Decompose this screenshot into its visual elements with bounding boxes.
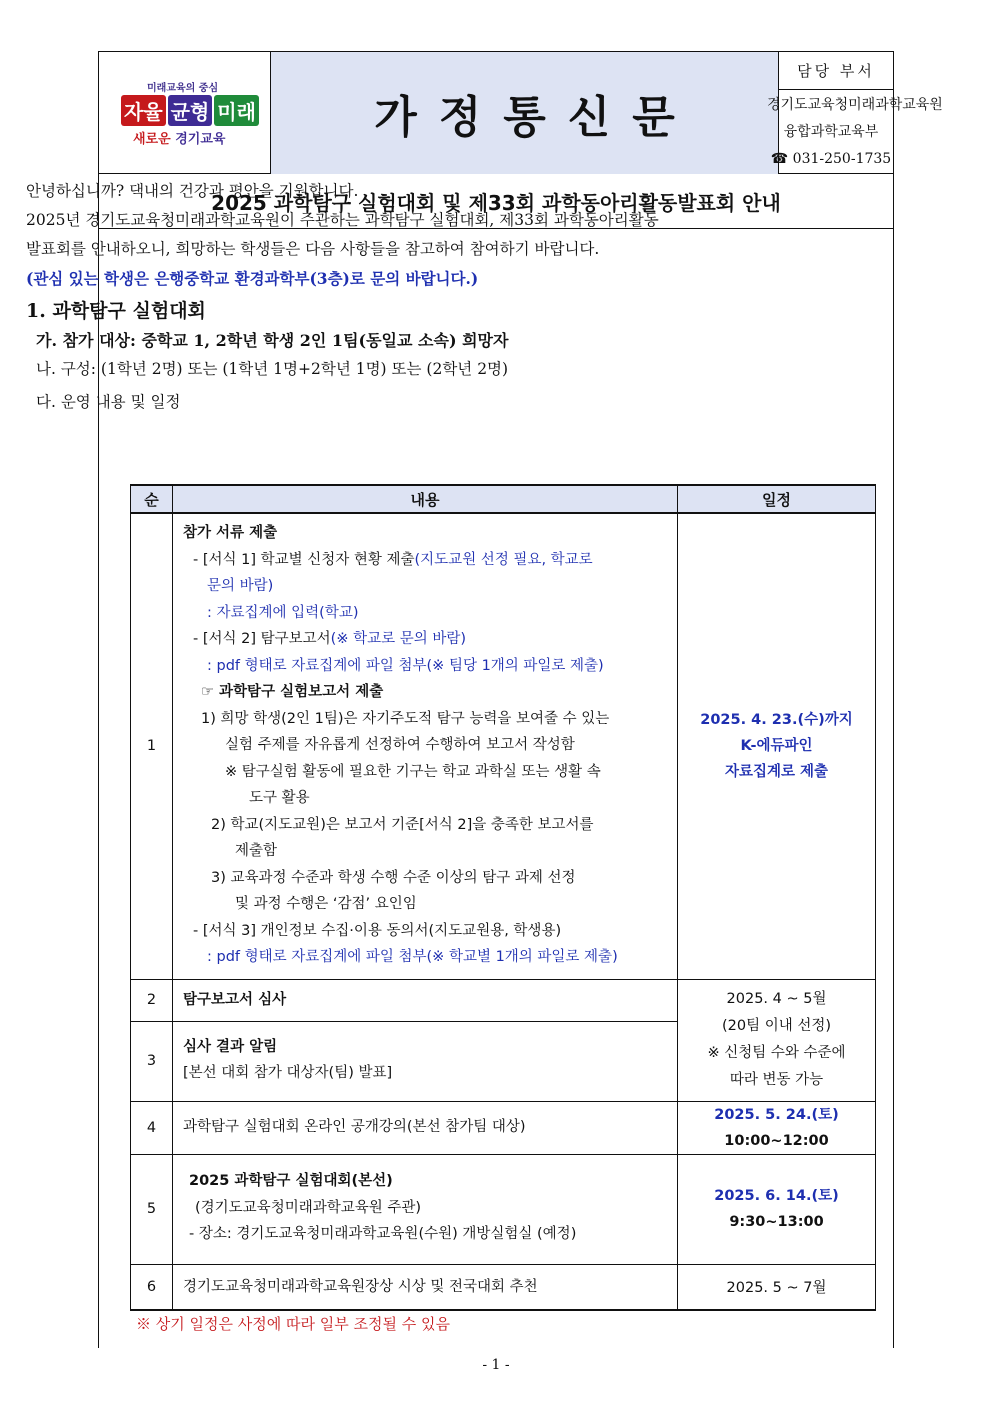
row-1-line-3b: (※ 학교로 문의 바람) bbox=[330, 631, 466, 647]
logo-sub-dark: 경기교육 bbox=[175, 132, 226, 147]
table-header-row bbox=[131, 485, 876, 513]
department-team: 융합과학교육부 bbox=[783, 124, 879, 140]
row-2-content: 탐구보고서 심사 bbox=[173, 979, 678, 1021]
header-date: 일정 bbox=[678, 485, 876, 513]
page-title: 가정통신문 bbox=[374, 92, 697, 143]
row-6-num: 6 bbox=[131, 1264, 173, 1310]
logo-word-3: 미래 bbox=[214, 95, 259, 126]
row-1-date-1: 2025. 4. 23.(수)까지 bbox=[700, 712, 853, 729]
row-1-date-2: K-에듀파인 bbox=[740, 738, 813, 755]
table-row bbox=[131, 1101, 876, 1154]
row-1-date bbox=[678, 513, 876, 979]
logo-words bbox=[121, 95, 259, 126]
row-1-step-1b: 실험 주제를 자유롭게 선정하여 수행하여 보고서 작성함 bbox=[225, 737, 575, 753]
row-23-date bbox=[678, 979, 876, 1101]
row-1-line-1c: 문의 바람) bbox=[207, 578, 274, 594]
letter-header bbox=[99, 52, 943, 174]
row-3-title: 심사 결과 알림 bbox=[183, 1038, 278, 1055]
row-1-step-2a: 2) 학교(지도교원)은 보고서 기준[서식 2]을 충족한 보고서를 bbox=[211, 816, 594, 833]
row-1-title: 참가 서류 제출 bbox=[183, 525, 278, 541]
row-1-step-3a: 3) 교육과정 수준과 학생 수행 수준 이상의 탐구 과제 선정 bbox=[211, 869, 576, 886]
intro-line-2: 2025년 경기도교육청미래과학교육원이 주관하는 과학탐구 실험대회, 제33회 과학동아리활동 bbox=[26, 211, 659, 229]
row-1-step-1d: 도구 활용 bbox=[249, 790, 310, 806]
row-1-line-1b: (지도교원 선정 필요, 학교로 bbox=[414, 551, 593, 568]
row-3-num: 3 bbox=[131, 1021, 173, 1101]
row-4-date bbox=[678, 1101, 876, 1154]
item-na: 나. 구성: (1학년 2명) 또는 (1학년 1명+2학년 1명) 또는 (2학년 2명) bbox=[36, 360, 509, 378]
row-3-sub: [본선 대회 참가 대상자(팀) 발표] bbox=[183, 1065, 393, 1081]
row-1-sub-title: ☞ 과학탐구 실험보고서 제출 bbox=[201, 684, 384, 700]
intro-line-1: 안녕하십니까? 댁내의 건강과 평안을 기원합니다. bbox=[26, 182, 359, 200]
logo-tagline: 미래교육의 중심 bbox=[147, 83, 219, 94]
row-5-num: 5 bbox=[131, 1154, 173, 1264]
row-1-line-3 bbox=[183, 626, 669, 653]
row-1-line-4: : pdf 형태로 자료집계에 파일 첨부(※ 팀당 1개의 파일로 제출) bbox=[207, 657, 604, 674]
department-label: 담당 부서 bbox=[779, 52, 893, 90]
row-1-date-3: 자료집계로 제출 bbox=[724, 764, 829, 781]
title-cell bbox=[271, 52, 779, 174]
row-1-step-2b: 제출함 bbox=[235, 843, 278, 859]
department-phone: ☎ 031-250-1735 bbox=[770, 151, 892, 167]
row-23-date-1: 2025. 4 ~ 5월 bbox=[726, 991, 827, 1007]
table-row bbox=[131, 979, 876, 1021]
row-6-content: 경기도교육청미래과학교육원장상 시상 및 전국대회 추천 bbox=[173, 1264, 678, 1310]
intro-line-3: 발표회를 안내하오니, 희망하는 학생들은 다음 사항들을 참고하여 참여하기 바랍니다. bbox=[26, 240, 600, 258]
row-1-line-2: : 자료집계에 입력(학교) bbox=[207, 604, 359, 621]
row-1-line-1 bbox=[183, 547, 669, 574]
logo-word-2: 균형 bbox=[168, 95, 213, 126]
row-5-date bbox=[678, 1154, 876, 1264]
item-da: 다. 운영 내용 및 일정 bbox=[36, 393, 181, 411]
row-2-num: 2 bbox=[131, 979, 173, 1021]
row-5-date-1: 2025. 6. 14.(토) bbox=[714, 1188, 839, 1204]
subject-line: 2025 과학탐구 실험대회 및 제33회 과학동아리활동발표회 안내 bbox=[99, 174, 893, 229]
row-23-date-4: 따라 변동 가능 bbox=[729, 1072, 824, 1088]
row-4-date-2: 10:00~12:00 bbox=[724, 1132, 829, 1149]
row-5-title: 2025 과학탐구 실험대회(본선) bbox=[189, 1173, 393, 1190]
item-ga: 가. 참가 대상: 중학교 1, 2학년 학생 2인 1팀(동일교 소속) 희망자 bbox=[36, 331, 509, 350]
header-num: 순 bbox=[131, 485, 173, 513]
row-1-line-6: : pdf 형태로 자료집계에 파일 첨부(※ 학교별 1개의 파일로 제출) bbox=[207, 949, 618, 965]
page-number: - 1 - bbox=[482, 1357, 510, 1373]
header-content: 내용 bbox=[173, 485, 678, 513]
table-row bbox=[131, 1264, 876, 1310]
logo-subtitle bbox=[133, 128, 225, 147]
row-5-line-1: (경기도교육청미래과학교육원 주관) bbox=[195, 1199, 422, 1216]
row-1-step-1c: ※ 탐구실험 활동에 필요한 기구는 학교 과학실 또는 생활 속 bbox=[225, 763, 601, 780]
row-5-date-2: 9:30~13:00 bbox=[729, 1214, 824, 1230]
row-1-step-1a: 1) 희망 학생(2인 1팀)은 자기주도적 탐구 능력을 보여줄 수 있는 bbox=[201, 710, 610, 727]
row-5-line-2: - 장소: 경기도교육청미래과학교육원(수원) 개방실험실 (예정) bbox=[189, 1226, 577, 1243]
row-3-content bbox=[173, 1021, 678, 1101]
row-1-step-3b: 및 과정 수행은 ‘감점’ 요인임 bbox=[235, 896, 417, 912]
contact-note: (관심 있는 학생은 은행중학교 환경과학부(3층)로 문의 바랍니다.) bbox=[26, 269, 479, 288]
logo bbox=[99, 52, 271, 174]
schedule-footnote: ※ 상기 일정은 사정에 따라 일부 조정될 수 있음 bbox=[136, 1315, 450, 1333]
table-row bbox=[131, 513, 876, 979]
row-4-content: 과학탐구 실험대회 온라인 공개강의(본선 참가팀 대상) bbox=[173, 1101, 678, 1154]
row-1-line-3a: - [서식 2] 탐구보고서 bbox=[193, 631, 331, 647]
body-text bbox=[26, 177, 786, 417]
department-info bbox=[767, 90, 943, 173]
row-6-date: 2025. 5 ~ 7월 bbox=[678, 1264, 876, 1310]
logo-word-1: 자율 bbox=[121, 95, 166, 126]
department-cell bbox=[767, 52, 943, 174]
row-23-date-2: (20팀 이내 선정) bbox=[721, 1018, 832, 1034]
row-5-content bbox=[173, 1154, 678, 1264]
table-row bbox=[131, 1154, 876, 1264]
row-4-num: 4 bbox=[131, 1101, 173, 1154]
row-4-date-1: 2025. 5. 24.(토) bbox=[714, 1106, 839, 1123]
section-1-title: 1. 과학탐구 실험대회 bbox=[26, 300, 206, 322]
row-1-content bbox=[173, 513, 678, 979]
row-23-date-3: ※ 신청팀 수와 수준에 bbox=[707, 1045, 846, 1061]
row-1-line-1a: - [서식 1] 학교별 신청자 현황 제출 bbox=[193, 551, 415, 568]
row-1-num: 1 bbox=[131, 513, 173, 979]
row-1-line-5: - [서식 3] 개인정보 수집·이용 동의서(지도교원용, 학생용) bbox=[193, 922, 562, 939]
schedule-table bbox=[130, 484, 876, 1311]
department-org: 경기도교육청미래과학교육원 bbox=[767, 97, 943, 113]
logo-sub-red: 새로운 bbox=[133, 132, 171, 147]
